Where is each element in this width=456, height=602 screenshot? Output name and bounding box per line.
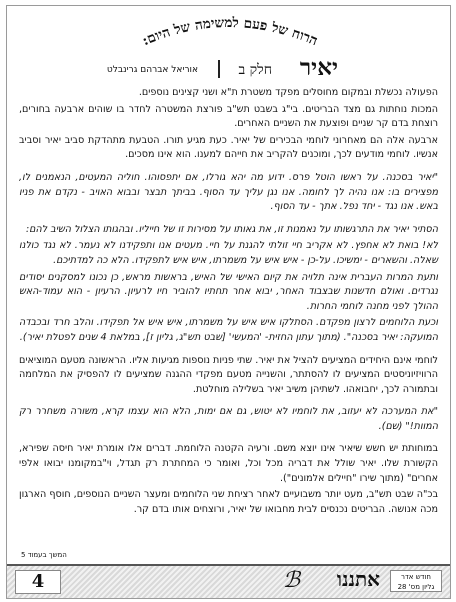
quote-paragraph: וכעת הלוחמים לרצון מפקדם. הסתלקו איש איש על משמרתו, איש איש אל תפקידו. והלב חרד ובכבדה המועקה: יאיר בסכנה". (מתוך עתון החזית- 'המעשי' [שבט תש"ג, גליון ז], במלאת 4 שנים לפטלת יאיר). bbox=[19, 317, 438, 343]
paragraph: המכות נוחתות גם מצד הבריטים. בי"ג בשבט תש"ב פורצת המשטרה לחדר בו שוהים ארבעה בחורים, רוצחת בדם קר שניים ופוצעת את השניים האחרים. bbox=[19, 103, 438, 130]
issue-number: גליון מס' 28 bbox=[397, 583, 435, 591]
author-name: אוריאל אברהם גרינבלט bbox=[106, 65, 198, 75]
paragraph: בכ"ה שבט תש"ב, מעט יותר משבועיים לאחר רציחת שני הלוחמים ומעצר השניים הנוספים, חוסף הארגון מכה אנושה. הבריטים נכנסים לבית מחבואו של יאיר, ורוצחים אותו בדם קר. bbox=[19, 489, 438, 515]
paragraph: במוחותת יש חשש שיאיר אינו יוצא משם. ורעיה הקטנה הלוחמת. דברים אלו אומרת יאיר חיסה שפירא, הקשורת שלו. יאיר שולל את דבריה מכל וכל, ואומר כי המחתרת רק תגדל, וי"במקומנו יבואו אלפי אחרים" (מתוך שירו "חיילים אלמונים"). bbox=[19, 443, 438, 484]
publication-logo: אתננו bbox=[336, 567, 380, 591]
page-footer bbox=[7, 564, 450, 598]
title-separator bbox=[218, 60, 220, 78]
title-row bbox=[7, 56, 450, 84]
page-number: 4 bbox=[15, 570, 61, 594]
paragraph: לוחמי אינם היחידים המציעים להציל את יאיר. שתי פניות נוספות מגיעות אליו. הראשונה מטעם המוציאים הרוויזיוניסטים המציעים לו להסתתר, והשנייה מטעם מפקדי ההגנה שמציעים לו להפסיק את המלחמה ובתמורה לכך, יחבואהו. לשתיהן משיב יאיר בשלילה מוחלטת. bbox=[19, 354, 438, 395]
quote-paragraph: לא! בואת לא אחפץ. לא אקריב חיי זולתי להגנת על חיי. מעטים אנו ותפקידנו לא נעמר. לא נגד כולנו שאלה. והשארים - ימשיכו. על-כן - איש איש על משמרתו, איש איש לתפקידו. הלא כה למדתיכם. bbox=[19, 240, 438, 266]
issue-month: חודש אדר bbox=[401, 573, 431, 581]
part-label: חלק ב bbox=[238, 62, 272, 78]
article-title: יאיר bbox=[299, 54, 338, 81]
paragraph: הפעולה נכשלת ובמקום מחוסלים מפקד משטרת ת"א ושני קצינים נוספים. bbox=[138, 87, 438, 98]
logo-mark-icon: ℬ bbox=[282, 568, 300, 593]
quote-paragraph: "יאיר בסכנה. על ראשו הוטל פרס. ידוע מה יהא גורלו, אם יתפסוהו. חוליה המעטים, הנאמנים לו, מפצירים בו: אנו נהיה לך לחומה. אנו נגן עליך עד הסוף. בביתך תבצר ובבוא האויב - נקדם את פניו באש. אנו נגד - יחד נפל. אתך - עד הסוף. bbox=[19, 171, 438, 213]
quote-paragraph: "את המערכה לא יעזוב, את לוחמיו לא יטוש, גם אם ימות, הלא הוא עצמו קרא, משורה משחרר רק המוות!" (שם). bbox=[19, 406, 438, 432]
issue-date-box bbox=[390, 570, 442, 592]
quote-paragraph: הסתיר יאיר את התרגשותו על נאמנות זו, את גאותו על מסירות זו של חייליו. ובהגותו הצלול השיב להם: bbox=[25, 223, 438, 235]
newsletter-page bbox=[6, 5, 451, 599]
paragraph: ארבעה אלה הם מאחרוני לוחמי הבכירים של יאיר. כעת מגיע תורו. הטבעת מתהדקת סביב יאיר וסביב אנשיו. לוחמי מודעים לכך, ומוכנים להקריב את חייהם למענו. הוא אינו מסכים. bbox=[19, 134, 438, 161]
article-body bbox=[19, 86, 438, 564]
arc-title-text: הרוח של פעם למשימה של היום: bbox=[139, 14, 320, 50]
quote-paragraph: ותעת המרות העברית אינה תלויה את קיום האישי של האיש, בראשות מראש, כן נכונו למסקנים יסודים נגרדים. ואולם חדשנות שבצבוד האחר, יבוא אחר תחתיו להוביר חיו לרעיון. הרעיון - הוא עמוד-האש ההולך לפני מחנה לוחמי החרות. bbox=[19, 271, 438, 312]
continue-note: המשך בעמוד 5 bbox=[21, 551, 67, 559]
